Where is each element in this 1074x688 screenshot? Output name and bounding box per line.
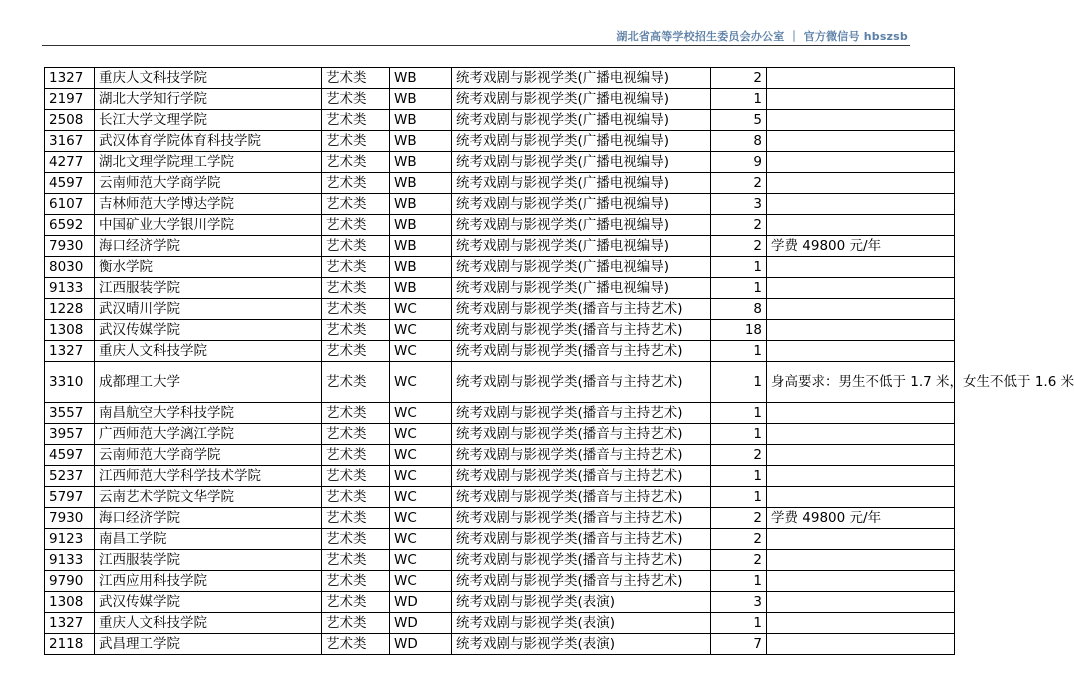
cell-type: WC	[390, 445, 452, 466]
cell-code: 1327	[45, 613, 95, 634]
table-row	[45, 110, 955, 131]
cell-category: 艺术类	[322, 89, 390, 110]
cell-count: 1	[711, 278, 767, 299]
cell-note	[767, 571, 955, 592]
cell-type: WB	[390, 68, 452, 89]
cell-code: 3167	[45, 131, 95, 152]
cell-count: 2	[711, 550, 767, 571]
cell-count: 1	[711, 403, 767, 424]
cell-school: 武汉体育学院体育科技学院	[95, 131, 322, 152]
cell-major: 统考戏剧与影视学类(播音与主持艺术)	[452, 466, 711, 487]
cell-school: 长江大学文理学院	[95, 110, 322, 131]
cell-type: WB	[390, 194, 452, 215]
cell-school: 江西服装学院	[95, 278, 322, 299]
cell-code: 3557	[45, 403, 95, 424]
cell-type: WC	[390, 466, 452, 487]
cell-count: 1	[711, 362, 767, 403]
cell-note	[767, 424, 955, 445]
cell-note	[767, 529, 955, 550]
table-row	[45, 466, 955, 487]
cell-school: 云南师范大学商学院	[95, 173, 322, 194]
cell-school: 海口经济学院	[95, 236, 322, 257]
cell-major: 统考戏剧与影视学类(广播电视编导)	[452, 257, 711, 278]
table-row	[45, 257, 955, 278]
cell-major: 统考戏剧与影视学类(播音与主持艺术)	[452, 403, 711, 424]
table-row	[45, 278, 955, 299]
cell-school: 衡水学院	[95, 257, 322, 278]
cell-category: 艺术类	[322, 571, 390, 592]
cell-school: 武昌理工学院	[95, 634, 322, 655]
cell-type: WC	[390, 341, 452, 362]
cell-major: 统考戏剧与影视学类(广播电视编导)	[452, 194, 711, 215]
cell-count: 1	[711, 613, 767, 634]
cell-code: 1228	[45, 299, 95, 320]
cell-type: WD	[390, 634, 452, 655]
cell-major: 统考戏剧与影视学类(播音与主持艺术)	[452, 529, 711, 550]
cell-category: 艺术类	[322, 529, 390, 550]
table-row	[45, 320, 955, 341]
cell-major: 统考戏剧与影视学类(广播电视编导)	[452, 89, 711, 110]
cell-code: 4597	[45, 445, 95, 466]
table-row	[45, 236, 955, 257]
cell-note: 学费 49800 元/年	[767, 508, 955, 529]
cell-major: 统考戏剧与影视学类(广播电视编导)	[452, 278, 711, 299]
cell-count: 2	[711, 445, 767, 466]
cell-major: 统考戏剧与影视学类(播音与主持艺术)	[452, 299, 711, 320]
table-row	[45, 89, 955, 110]
cell-count: 18	[711, 320, 767, 341]
cell-category: 艺术类	[322, 194, 390, 215]
table-row	[45, 152, 955, 173]
cell-school: 江西师范大学科学技术学院	[95, 466, 322, 487]
cell-note	[767, 215, 955, 236]
table-row	[45, 445, 955, 466]
cell-type: WC	[390, 362, 452, 403]
cell-category: 艺术类	[322, 236, 390, 257]
cell-type: WD	[390, 592, 452, 613]
cell-code: 7930	[45, 508, 95, 529]
cell-note	[767, 466, 955, 487]
cell-count: 2	[711, 68, 767, 89]
cell-major: 统考戏剧与影视学类(表演)	[452, 613, 711, 634]
cell-major: 统考戏剧与影视学类(播音与主持艺术)	[452, 571, 711, 592]
cell-count: 8	[711, 299, 767, 320]
cell-category: 艺术类	[322, 362, 390, 403]
cell-major: 统考戏剧与影视学类(广播电视编导)	[452, 131, 711, 152]
cell-major: 统考戏剧与影视学类(播音与主持艺术)	[452, 487, 711, 508]
cell-category: 艺术类	[322, 424, 390, 445]
cell-type: WB	[390, 89, 452, 110]
cell-school: 吉林师范大学博达学院	[95, 194, 322, 215]
cell-code: 1327	[45, 341, 95, 362]
cell-category: 艺术类	[322, 466, 390, 487]
cell-school: 云南艺术学院文华学院	[95, 487, 322, 508]
table-row	[45, 424, 955, 445]
cell-note	[767, 257, 955, 278]
cell-category: 艺术类	[322, 634, 390, 655]
cell-school: 中国矿业大学银川学院	[95, 215, 322, 236]
cell-type: WC	[390, 550, 452, 571]
cell-type: WC	[390, 403, 452, 424]
cell-code: 9790	[45, 571, 95, 592]
admissions-table	[44, 67, 1074, 655]
cell-count: 2	[711, 236, 767, 257]
cell-school: 南昌工学院	[95, 529, 322, 550]
cell-note: 身高要求：男生不低于 1.7 米，女生不低于 1.6 米	[767, 362, 955, 403]
table-row	[45, 131, 955, 152]
cell-type: WC	[390, 571, 452, 592]
cell-note	[767, 550, 955, 571]
cell-type: WC	[390, 529, 452, 550]
cell-major: 统考戏剧与影视学类(表演)	[452, 634, 711, 655]
cell-code: 8030	[45, 257, 95, 278]
cell-code: 4597	[45, 173, 95, 194]
cell-school: 重庆人文科技学院	[95, 68, 322, 89]
cell-note	[767, 110, 955, 131]
cell-type: WB	[390, 278, 452, 299]
cell-category: 艺术类	[322, 131, 390, 152]
cell-note	[767, 341, 955, 362]
cell-major: 统考戏剧与影视学类(播音与主持艺术)	[452, 445, 711, 466]
cell-code: 9123	[45, 529, 95, 550]
cell-category: 艺术类	[322, 592, 390, 613]
cell-major: 统考戏剧与影视学类(播音与主持艺术)	[452, 508, 711, 529]
table-row	[45, 508, 955, 529]
cell-major: 统考戏剧与影视学类(播音与主持艺术)	[452, 550, 711, 571]
cell-school: 成都理工大学	[95, 362, 322, 403]
cell-major: 统考戏剧与影视学类(播音与主持艺术)	[452, 320, 711, 341]
cell-major: 统考戏剧与影视学类(广播电视编导)	[452, 215, 711, 236]
cell-category: 艺术类	[322, 320, 390, 341]
cell-note	[767, 89, 955, 110]
cell-count: 1	[711, 257, 767, 278]
cell-category: 艺术类	[322, 613, 390, 634]
header-divider	[42, 45, 910, 46]
cell-school: 武汉晴川学院	[95, 299, 322, 320]
cell-category: 艺术类	[322, 341, 390, 362]
cell-school: 重庆人文科技学院	[95, 341, 322, 362]
cell-major: 统考戏剧与影视学类(广播电视编导)	[452, 110, 711, 131]
cell-code: 2118	[45, 634, 95, 655]
cell-school: 湖北大学知行学院	[95, 89, 322, 110]
cell-type: WB	[390, 257, 452, 278]
cell-code: 9133	[45, 278, 95, 299]
cell-type: WC	[390, 508, 452, 529]
table-row	[45, 299, 955, 320]
cell-count: 1	[711, 466, 767, 487]
cell-school: 广西师范大学漓江学院	[95, 424, 322, 445]
cell-count: 2	[711, 508, 767, 529]
cell-count: 1	[711, 571, 767, 592]
cell-code: 2197	[45, 89, 95, 110]
cell-school: 南昌航空大学科技学院	[95, 403, 322, 424]
cell-note	[767, 487, 955, 508]
table-body	[45, 68, 1074, 655]
cell-count: 3	[711, 194, 767, 215]
cell-code: 6592	[45, 215, 95, 236]
cell-type: WD	[390, 613, 452, 634]
cell-note: 学费 49800 元/年	[767, 236, 955, 257]
cell-type: WB	[390, 173, 452, 194]
cell-category: 艺术类	[322, 215, 390, 236]
cell-school: 海口经济学院	[95, 508, 322, 529]
cell-type: WC	[390, 424, 452, 445]
cell-count: 1	[711, 341, 767, 362]
cell-type: WC	[390, 487, 452, 508]
cell-note	[767, 152, 955, 173]
cell-count: 1	[711, 424, 767, 445]
cell-category: 艺术类	[322, 173, 390, 194]
cell-school: 江西服装学院	[95, 550, 322, 571]
cell-note	[767, 320, 955, 341]
cell-count: 5	[711, 110, 767, 131]
cell-code: 3957	[45, 424, 95, 445]
cell-school: 云南师范大学商学院	[95, 445, 322, 466]
cell-category: 艺术类	[322, 550, 390, 571]
cell-code: 9133	[45, 550, 95, 571]
cell-code: 2508	[45, 110, 95, 131]
cell-category: 艺术类	[322, 110, 390, 131]
cell-code: 7930	[45, 236, 95, 257]
cell-code: 1327	[45, 68, 95, 89]
cell-category: 艺术类	[322, 403, 390, 424]
cell-type: WB	[390, 110, 452, 131]
cell-type: WB	[390, 152, 452, 173]
cell-major: 统考戏剧与影视学类(广播电视编导)	[452, 68, 711, 89]
cell-type: WB	[390, 131, 452, 152]
cell-note	[767, 68, 955, 89]
cell-school: 江西应用科技学院	[95, 571, 322, 592]
cell-major: 统考戏剧与影视学类(播音与主持艺术)	[452, 341, 711, 362]
table-row	[45, 403, 955, 424]
table-row	[45, 173, 955, 194]
cell-code: 3310	[45, 362, 95, 403]
cell-type: WC	[390, 320, 452, 341]
cell-major: 统考戏剧与影视学类(播音与主持艺术)	[452, 362, 711, 403]
cell-count: 3	[711, 592, 767, 613]
cell-major: 统考戏剧与影视学类(表演)	[452, 592, 711, 613]
cell-code: 1308	[45, 592, 95, 613]
cell-count: 7	[711, 634, 767, 655]
cell-note	[767, 194, 955, 215]
cell-category: 艺术类	[322, 152, 390, 173]
cell-category: 艺术类	[322, 68, 390, 89]
table-row	[45, 529, 955, 550]
table-row	[45, 215, 955, 236]
cell-category: 艺术类	[322, 508, 390, 529]
cell-code: 4277	[45, 152, 95, 173]
cell-count: 2	[711, 529, 767, 550]
cell-count: 1	[711, 487, 767, 508]
cell-category: 艺术类	[322, 278, 390, 299]
cell-count: 9	[711, 152, 767, 173]
cell-note	[767, 592, 955, 613]
cell-major: 统考戏剧与影视学类(广播电视编导)	[452, 173, 711, 194]
table-row	[45, 634, 955, 655]
cell-note	[767, 299, 955, 320]
cell-type: WB	[390, 215, 452, 236]
cell-type: WB	[390, 236, 452, 257]
cell-note	[767, 613, 955, 634]
cell-major: 统考戏剧与影视学类(播音与主持艺术)	[452, 424, 711, 445]
cell-count: 2	[711, 215, 767, 236]
cell-school: 武汉传媒学院	[95, 320, 322, 341]
cell-school: 湖北文理学院理工学院	[95, 152, 322, 173]
cell-code: 5797	[45, 487, 95, 508]
cell-note	[767, 131, 955, 152]
cell-note	[767, 173, 955, 194]
table-row	[45, 571, 955, 592]
cell-note	[767, 445, 955, 466]
table-row	[45, 592, 955, 613]
cell-note	[767, 278, 955, 299]
cell-major: 统考戏剧与影视学类(广播电视编导)	[452, 236, 711, 257]
cell-category: 艺术类	[322, 487, 390, 508]
cell-code: 6107	[45, 194, 95, 215]
table-row	[45, 341, 955, 362]
cell-major: 统考戏剧与影视学类(广播电视编导)	[452, 152, 711, 173]
cell-category: 艺术类	[322, 445, 390, 466]
table-row	[45, 194, 955, 215]
cell-category: 艺术类	[322, 299, 390, 320]
cell-count: 8	[711, 131, 767, 152]
cell-note	[767, 403, 955, 424]
cell-note	[767, 634, 955, 655]
cell-count: 1	[711, 89, 767, 110]
cell-school: 武汉传媒学院	[95, 592, 322, 613]
cell-category: 艺术类	[322, 257, 390, 278]
header-title: 湖北省高等学校招生委员会办公室 ｜ 官方微信号 hbszsb	[616, 30, 908, 43]
cell-code: 5237	[45, 466, 95, 487]
cell-count: 2	[711, 173, 767, 194]
cell-type: WC	[390, 299, 452, 320]
table-row	[45, 362, 955, 403]
table-row	[45, 613, 955, 634]
cell-code: 1308	[45, 320, 95, 341]
table-row	[45, 550, 955, 571]
cell-school: 重庆人文科技学院	[95, 613, 322, 634]
table-row	[45, 487, 955, 508]
table-row	[45, 68, 955, 89]
